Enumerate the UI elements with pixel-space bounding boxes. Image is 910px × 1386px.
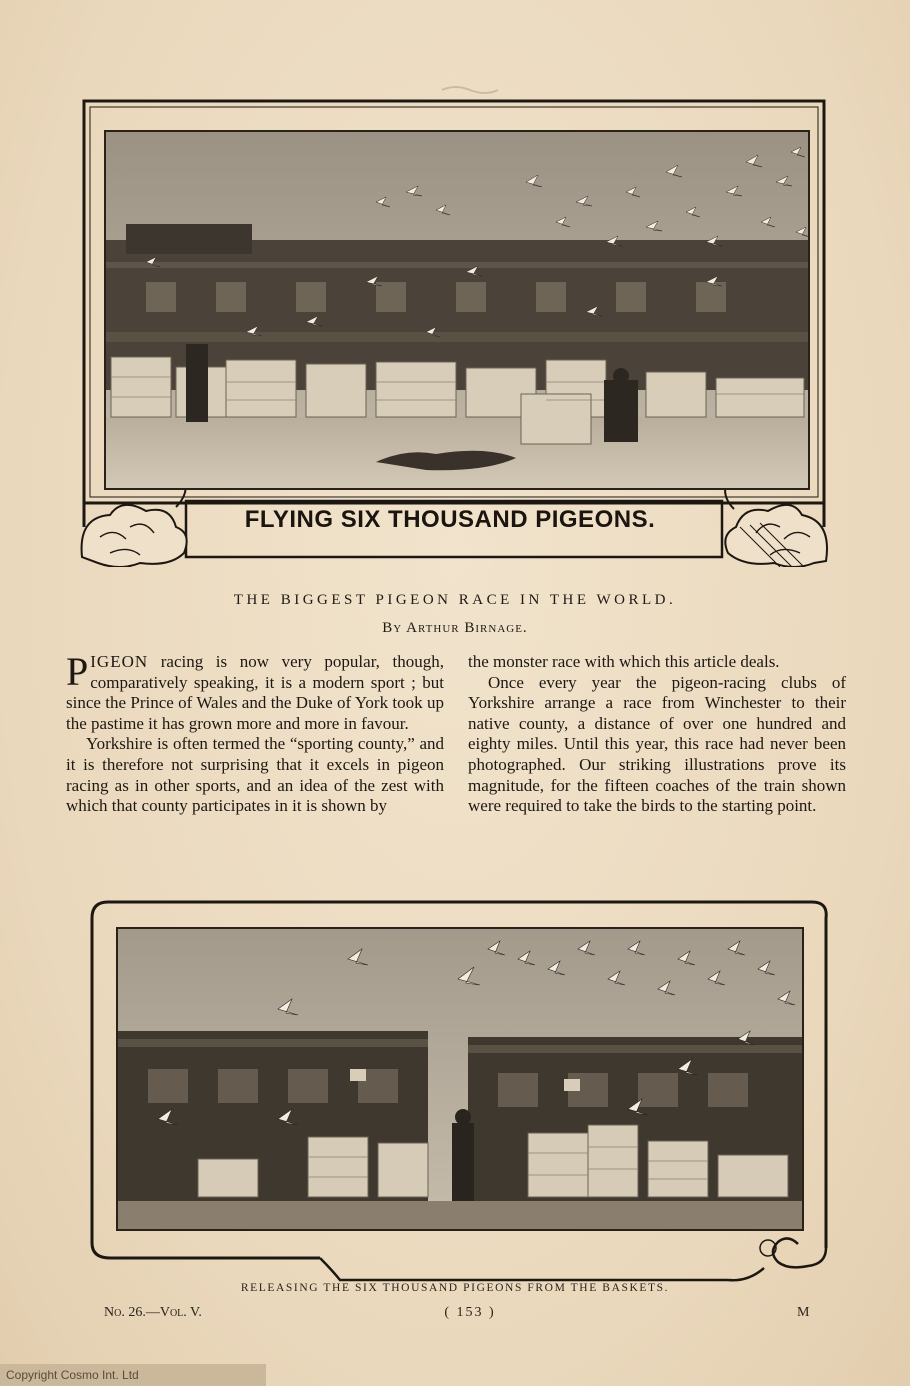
lead-word: IGEON [90, 652, 149, 671]
article-byline: By Arthur Birnage. [382, 620, 528, 636]
paragraph: the monster race with which this article deals. [468, 652, 780, 671]
figure-caption: RELEASING THE SIX THOUSAND PIGEONS FROM THE BASKETS. [240, 1282, 670, 1294]
right-flourish [725, 479, 827, 567]
article-subtitle: THE BIGGEST PIGEON RACE IN THE WORLD. [233, 592, 677, 608]
article-title: FLYING SIX THOUSAND PIGEONS. [244, 506, 656, 533]
text-column-left [66, 649, 444, 817]
left-flourish [82, 477, 187, 567]
copyright-watermark: Copyright Cosmo Int. Ltd [0, 1364, 266, 1386]
drop-cap: P [66, 649, 89, 694]
top-photograph-pigeons-train [104, 130, 810, 490]
signature-mark: M [797, 1305, 810, 1320]
paragraph-text: racing is now very popular, though, comparatively speaking, it is a modern sport ; but since the Prince of Wales and the Duke of York took up the pastime it has grown more and more in favour. [66, 652, 444, 733]
issue-number: No. 26.—Vol. V. [104, 1305, 202, 1320]
bottom-photograph-releasing-pigeons [116, 927, 804, 1231]
paragraph [66, 649, 444, 734]
paragraph: Yorkshire is often termed the “sporting county,” and it is therefore not surprising that it excels in pigeon racing as in other sports, and an idea of the zest with which that county participates in it is shown by [66, 734, 444, 816]
page-number: ( 153 ) [444, 1305, 496, 1320]
text-column-right [468, 652, 846, 817]
paragraph: Once every year the pigeon-racing clubs of Yorkshire arrange a race from Winchester to their native county, a distance of over one hundred and eighty miles. Until this year, this race had never been photographed. Our striking illustrations prove its magnitude, for the fifteen coaches of the train shown were required to take the birds to the starting point. [468, 672, 846, 816]
